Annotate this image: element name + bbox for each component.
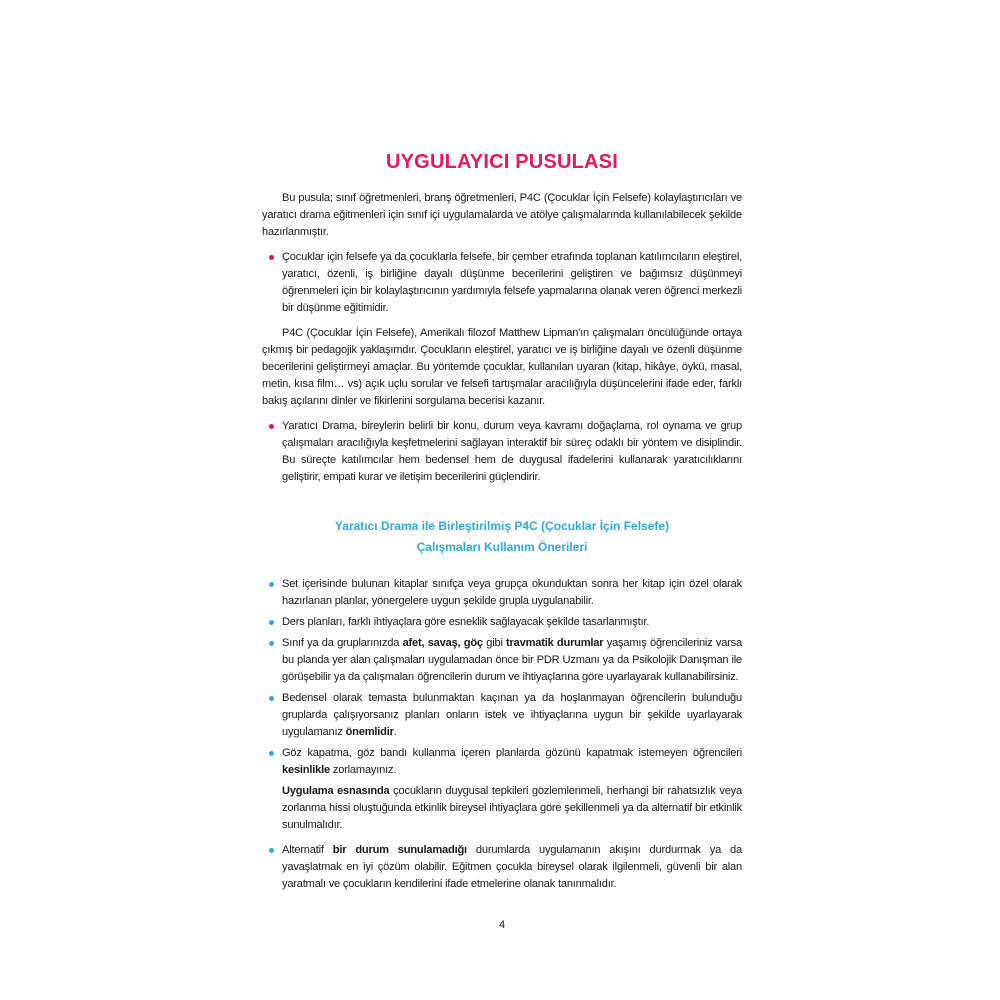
page-title: UYGULAYICI PUSULASI [386, 151, 618, 173]
list-item [262, 745, 742, 779]
bullet-text-part: Alternatif [282, 844, 333, 856]
list-item [262, 842, 742, 893]
bullet-text-part: Bedensel olarak temasta bulunmaktan kaçınan ya da hoşlanmayan öğrencilerin bulunduğu gruplarda çalışıyorsanız planları onların istek ve ihtiyaçlarına uygun bir şekilde uyarlayarak uygulamanız [282, 692, 742, 738]
bullet-text-part: zorlamayınız. [329, 764, 397, 776]
bold-text: bir durum sunulamadığı [332, 844, 467, 856]
bullet-dot-icon [269, 582, 274, 587]
bullet-text-part: durumlarda uygulamanın akışını durdurmak ya da yavaşlatmak en iyi çözüm olabilir. Eğitmen çocukla bireysel olarak ilgilenmeli, güvenli bir alan yaratmalı ve çocukların kendilerini ifade etmelerine olanak tanınmalıdır. [282, 844, 742, 890]
bold-text: afet, savaş, göç [402, 637, 483, 649]
bullet-text-part: Göz kapatma, göz bandı kullanma içeren planlarda gözünü kapatmak istemeyen öğrencileri [282, 747, 742, 759]
note-text: çocukların duygusal tepkileri gözlemlenmeli, herhangi bir rahatsızlık veya zorlanma hissi oluştuğunda etkinlik bireysel ihtiyaçlara göre şekillenmeli ya da alternatif bir etkinlik sunulmalıdır. [282, 785, 742, 831]
document-page [262, 150, 742, 931]
page-number: 4 [498, 919, 506, 931]
list-item [262, 635, 742, 686]
bullet-dot-icon [269, 696, 274, 701]
note-paragraph [262, 783, 742, 834]
list-item [262, 614, 742, 631]
bullet-text: Çocuklar için felsefe ya da çocuklarla felsefe, bir çember etrafında toplanan katılımcıların eleştirel, yaratıcı, özenli, iş birliğine dayalı düşünme becerilerini geliştiren ve bağımsız düşünmeyi öğrenmeleri için bir kolaylaştırıcının yardımıyla felsefe yapmalarına olanak veren öğrenci merkezli bir düşünme eğitimidir. [282, 251, 742, 314]
list-item [262, 249, 742, 317]
bullet-text-part: Sınıf ya da gruplarınızda [282, 637, 403, 649]
section-subtitle [262, 516, 742, 558]
bullet-dot-icon [269, 848, 274, 853]
bullet-text: Ders planları, farklı ihtiyaçlara göre esneklik sağlayacak şekilde tasarlanmıştır. [282, 616, 650, 628]
bullet-text-part: . [393, 726, 397, 738]
bullet-dot-icon [269, 751, 274, 756]
bullet-dot-icon [269, 641, 274, 646]
bullet-dot-icon [269, 620, 274, 625]
bullet-text-part: yaşamış öğrencileriniz varsa bu planda yer alan çalışmaları uygulamadan önce bir PDR Uzmanı ya da Psikolojik Danışman ile görüşebilir ya da çalışmaları öğrencilerin durum ve ihtiyaçlarına göre uyarlayarak kullanabilirsiniz. [282, 637, 742, 683]
bullet-text-part: gibi [482, 637, 507, 649]
list-item [262, 576, 742, 610]
bold-text: önemlidir [345, 726, 394, 738]
subtitle-line: Çalışmaları Kullanım Önerileri [416, 540, 588, 554]
bold-text: travmatik durumlar [506, 637, 604, 649]
list-item [262, 418, 742, 486]
bullet-text: Set içerisinde bulunan kitaplar sınıfça veya grupça okunduktan sonra her kitap için özel olarak hazırlanan planlar, yönergelere uygun şekilde grupla uygulanabilir. [282, 578, 742, 607]
bullet-dot-icon [269, 255, 274, 260]
bold-text: Uygulama esnasında [282, 785, 390, 797]
bullet-text: Yaratıcı Drama, bireylerin belirli bir konu, durum veya kavramı doğaçlama, rol oynama ve grup çalışmaları aracılığıyla keşfetmelerini sağlayan interaktif bir süreç odaklı bir yöntem ve disiplindir. Bu süreçte katılımcılar hem bedensel hem de duygusal ifadelerini kullanarak yaratıcılıklarını geliştirir, empati kurar ve iletişim becerilerini güçlendirir. [282, 420, 742, 483]
intro-paragraph: Bu pusula; sınıf öğretmenleri, branş öğretmenleri, P4C (Çocuklar İçin Felsefe) kolaylaştırıcıları ve yaratıcı drama eğitmenleri için sınıf içi uygulamalarda ve atölye çalışmalarında kullanılabilecek şekilde hazırlanmıştır. [262, 192, 742, 238]
subtitle-line: Yaratıcı Drama ile Birleştirilmiş P4C (Çocuklar İçin Felsefe) [334, 519, 670, 533]
bullet-dot-icon [269, 424, 274, 429]
bold-text: kesinlikle [282, 764, 330, 776]
p4c-paragraph: P4C (Çocuklar İçin Felsefe), Amerikalı filozof Matthew Lipman'ın çalışmaları öncülüğünde ortaya çıkmış bir pedagojik yaklaşımdır. Çocukların eleştirel, yaratıcı ve iş birliğine dayalı ve özenli düşünme becerilerini geliştirmeyi amaçlar. Bu yöntemde çocuklar, kullanılan uyaran (kitap, hikâye, öykü, masal, metin, kısa film… vs) açık uçlu sorular ve felsefi tartışmalar aracılığıyla düşüncelerini ifade eder, farklı bakış açılarını dinler ve fikirlerini sorgulama becerisi kazanır. [262, 327, 742, 407]
list-item [262, 690, 742, 741]
